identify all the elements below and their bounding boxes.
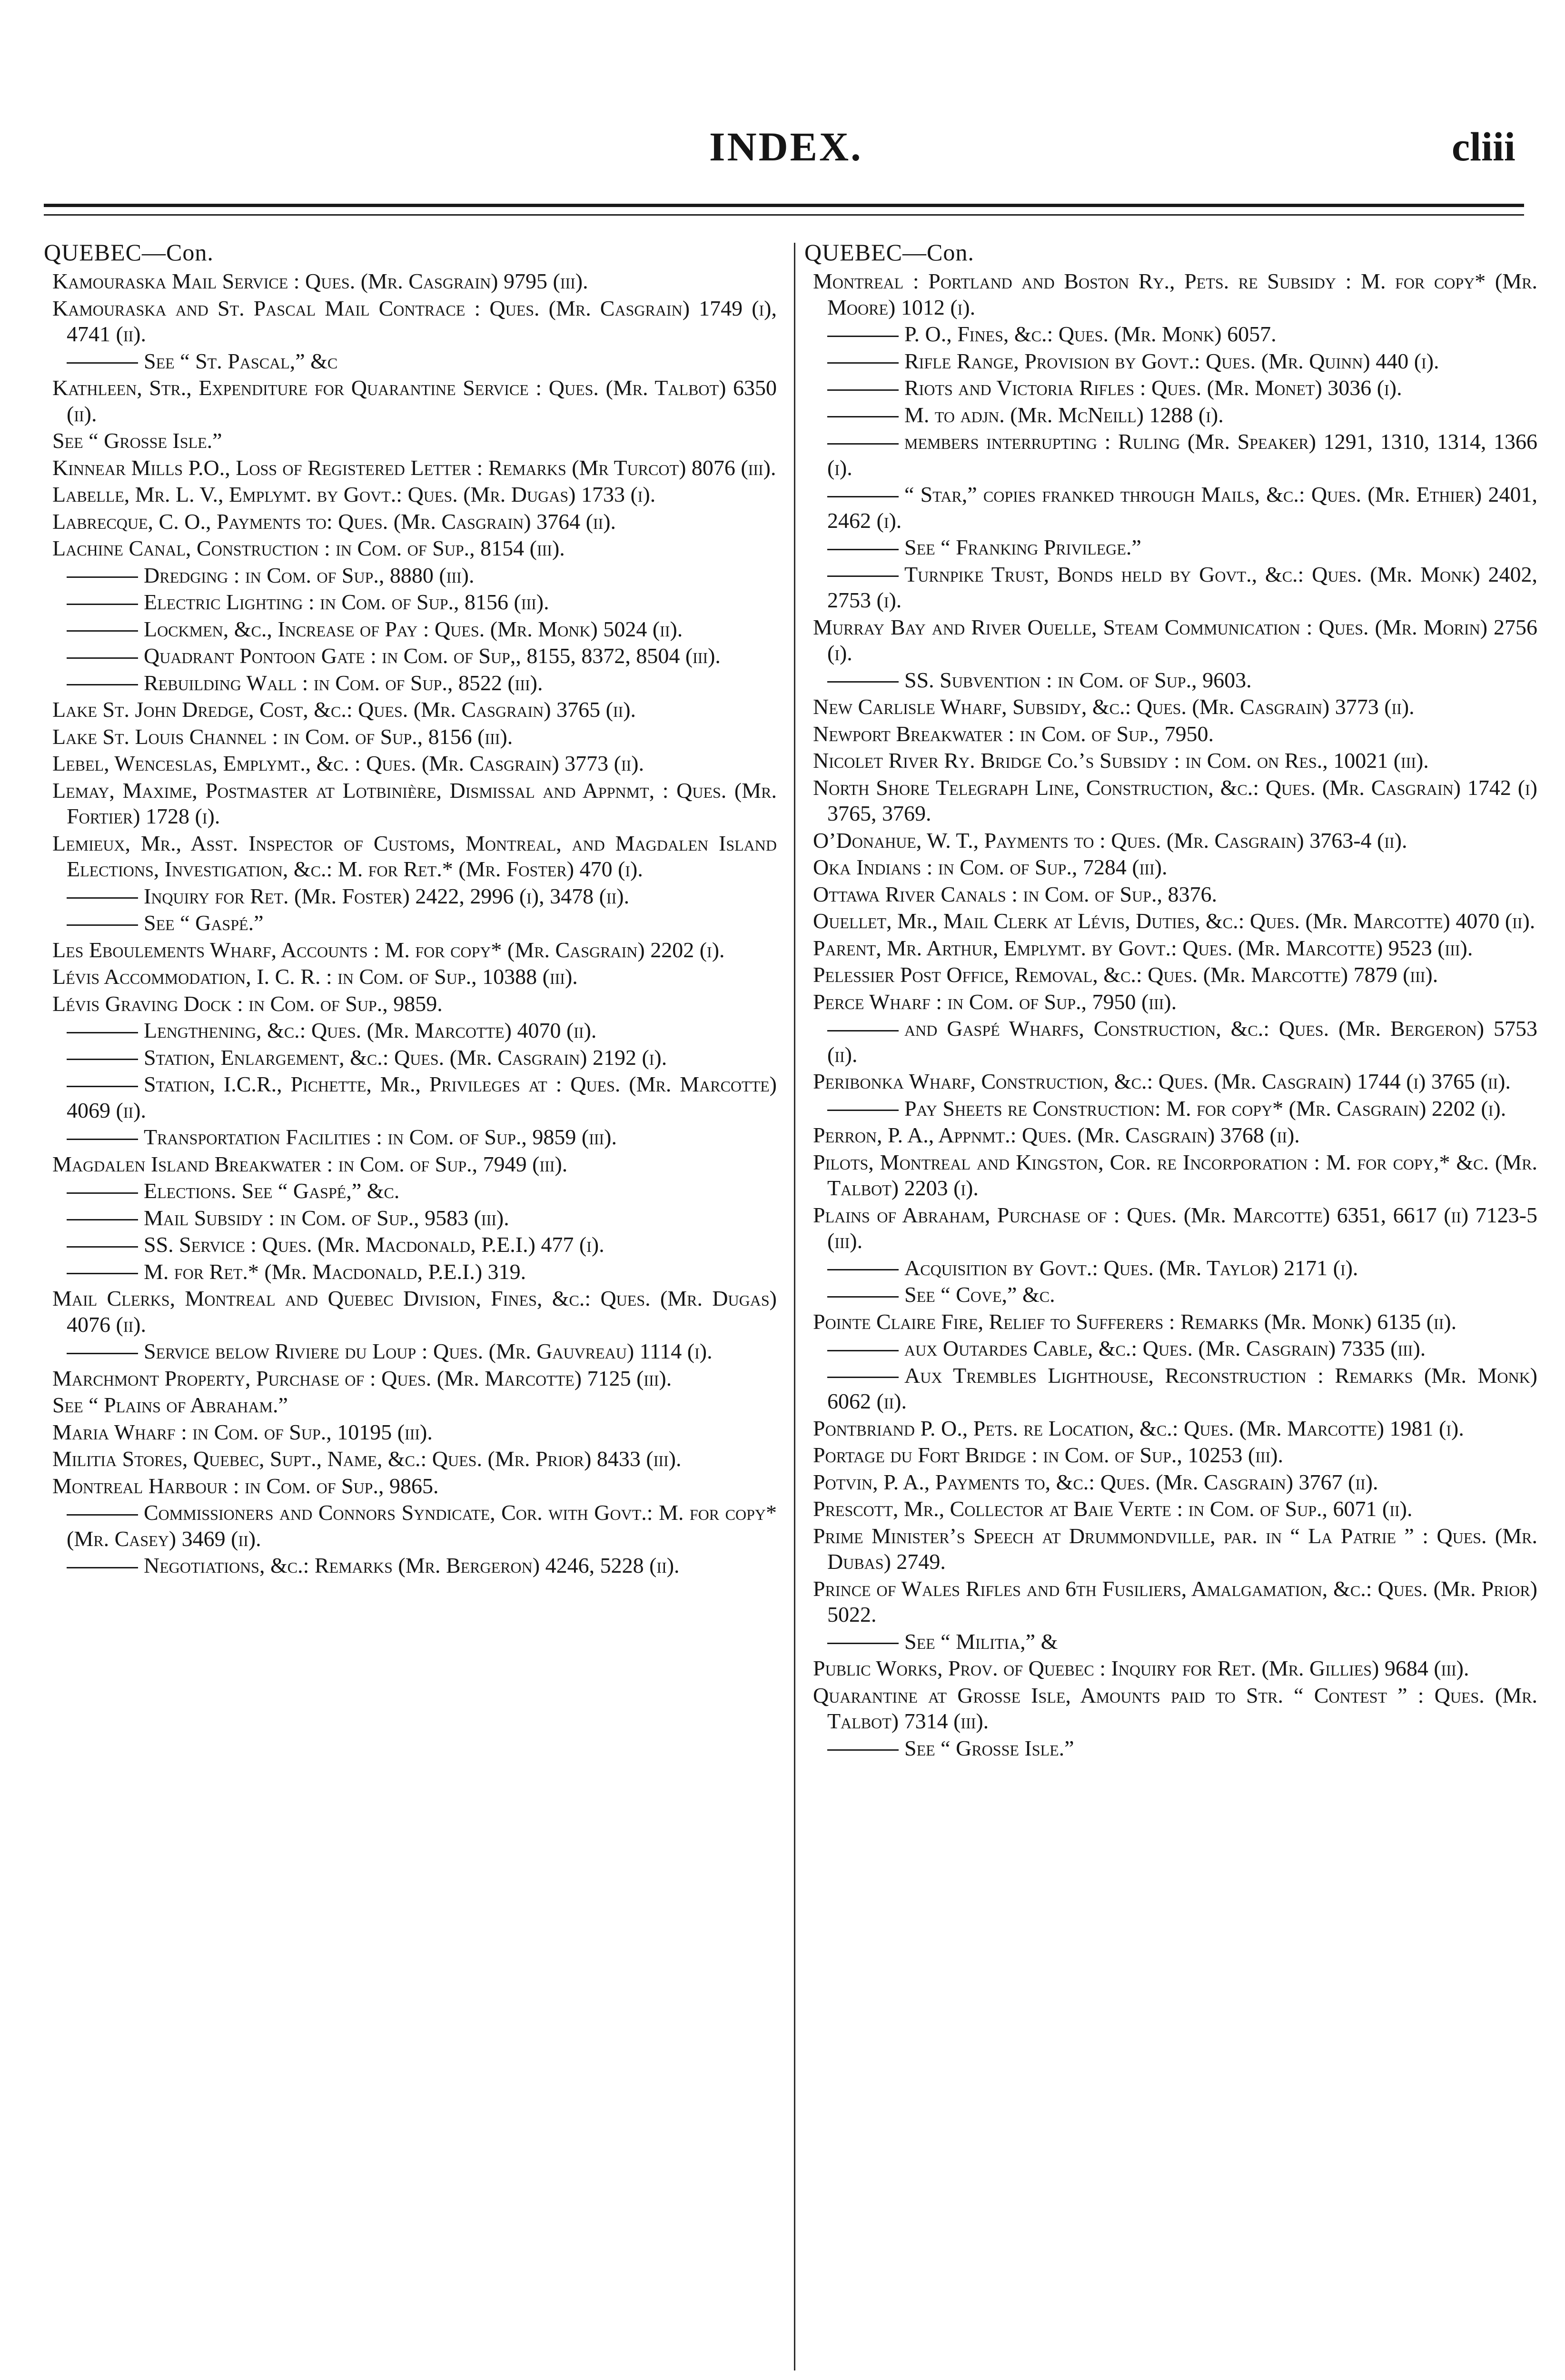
page-number: cliii [1452, 124, 1515, 169]
entry-text: Rifle Range, Provision by Govt.: Ques. (Mr. Quinn) 440 (i). [904, 348, 1439, 373]
continuation-dash [827, 681, 899, 683]
continuation-dash [827, 575, 899, 577]
right-entry-list [804, 268, 1537, 1761]
entry-text: See “ Plains of Abraham.” [52, 1393, 288, 1417]
entry-text: Lake St. Louis Channel : in Com. of Sup., 8156 (iii). [52, 724, 513, 749]
index-entry [804, 1069, 1537, 1095]
index-entry [44, 1286, 777, 1338]
entry-text: aux Outardes Cable, &c.: Ques. (Mr. Casgrain) 7335 (iii). [904, 1336, 1426, 1360]
continuation-dash [67, 1139, 138, 1140]
entry-text: Inquiry for Ret. (Mr. Foster) 2422, 2996 (i), 3478 (ii). [144, 883, 630, 908]
entry-text: Pilots, Montreal and Kingston, Cor. re Incorporation : M. for copy,* &c. (Mr. Talbot) 2203 (i). [813, 1150, 1537, 1200]
index-entry [44, 1071, 777, 1123]
index-entry [804, 1336, 1537, 1362]
index-entry [804, 748, 1537, 774]
index-entry [804, 1656, 1537, 1682]
continuation-dash [827, 496, 899, 497]
continuation-dash [827, 336, 899, 337]
entry-text: Quadrant Pontoon Gate : in Com. of Sup,, 8155, 8372, 8504 (iii). [144, 644, 721, 668]
entry-text: Prime Minister’s Speech at Drummondville, par. in “ La Patrie ” : Ques. (Mr. Dubas) 2749. [813, 1523, 1537, 1574]
entry-text: Ottawa River Canals : in Com. of Sup., 8376. [813, 882, 1217, 906]
index-entry [804, 535, 1537, 561]
index-entry [44, 1500, 777, 1552]
entry-text: Perce Wharf : in Com. of Sup., 7950 (iii). [813, 989, 1177, 1014]
entry-text: Newport Breakwater : in Com. of Sup., 7950. [813, 721, 1214, 746]
continuation-dash [67, 1086, 138, 1087]
entry-text: and Gaspé Wharfs, Construction, &c.: Ques. (Mr. Bergeron) 5753 (ii). [827, 1016, 1537, 1067]
index-entry [804, 1683, 1537, 1735]
entry-text: M. to adjn. (Mr. McNeill) 1288 (i). [904, 402, 1224, 427]
entry-text: Negotiations, &c.: Remarks (Mr. Bergeron) 4246, 5228 (ii). [144, 1553, 680, 1577]
index-entry [44, 643, 777, 669]
index-entry [804, 1309, 1537, 1335]
index-entry [44, 589, 777, 615]
entry-text: Oka Indians : in Com. of Sup., 7284 (iii). [813, 855, 1168, 879]
entry-text: Labelle, Mr. L. V., Emplymt. by Govt.: Ques. (Mr. Dugas) 1733 (i). [52, 482, 656, 506]
index-entry [804, 1735, 1537, 1762]
continuation-dash [827, 1350, 899, 1351]
continuation-dash [827, 1749, 899, 1751]
entry-text: Lake St. John Dredge, Cost, &c.: Ques. (Mr. Casgrain) 3765 (ii). [52, 697, 636, 722]
column-heading: QUEBEC—Con. [44, 239, 214, 266]
continuation-dash [827, 416, 899, 417]
index-entry [44, 1366, 777, 1392]
entry-text: Ouellet, Mr., Mail Clerk at Lévis, Duties, &c.: Ques. (Mr. Marcotte) 4070 (ii). [813, 909, 1535, 933]
entry-text: Riots and Victoria Rifles : Ques. (Mr. Monet) 3036 (i). [904, 376, 1402, 400]
continuation-dash [67, 1219, 138, 1220]
entry-text: members interrupting : Ruling (Mr. Speaker) 1291, 1310, 1314, 1366 (i). [827, 429, 1537, 480]
continuation-dash [827, 1296, 899, 1298]
index-entry [44, 348, 777, 375]
entry-text: Pay Sheets re Construction: M. for copy* (Mr. Casgrain) 2202 (i). [904, 1096, 1506, 1121]
entry-text: Kinnear Mills P.O., Loss of Registered Letter : Remarks (Mr Turcot) 8076 (iii). [52, 455, 776, 480]
index-entry [804, 935, 1537, 962]
entry-text: Militia Stores, Quebec, Supt., Name, &c.: Ques. (Mr. Prior) 8433 (iii). [52, 1447, 682, 1471]
index-entry [44, 697, 777, 723]
index-entry [804, 1629, 1537, 1655]
index-entry [804, 694, 1537, 720]
entry-text: Murray Bay and River Ouelle, Steam Communication : Ques. (Mr. Morin) 2756 (i). [813, 615, 1537, 665]
index-entry [804, 348, 1537, 375]
continuation-dash [827, 1377, 899, 1378]
index-entry [804, 1469, 1537, 1496]
index-entry [44, 509, 777, 535]
index-entry [44, 1259, 777, 1285]
index-entry [804, 962, 1537, 988]
index-entry [804, 1496, 1537, 1522]
continuation-dash [67, 897, 138, 899]
header-rule-thin [44, 214, 1524, 216]
entry-text: Service below Riviere du Loup : Ques. (Mr. Gauvreau) 1114 (i). [144, 1339, 713, 1363]
entry-text: Lemay, Maxime, Postmaster at Lotbinière, Dismissal and Appnmt, : Ques. (Mr. Fortier) 1728 (i). [52, 778, 777, 828]
entry-text: North Shore Telegraph Line, Construction, &c.: Ques. (Mr. Casgrain) 1742 (i) 3765, 3769. [813, 775, 1537, 825]
entry-text: Acquisition by Govt.: Ques. (Mr. Taylor) 2171 (i). [904, 1255, 1358, 1280]
entry-text: See “ Grosse Isle.” [52, 428, 222, 453]
entry-text: Pelessier Post Office, Removal, &c.: Ques. (Mr. Marcotte) 7879 (iii). [813, 962, 1438, 987]
entry-text: Mail Clerks, Montreal and Quebec Division, Fines, &c.: Ques. (Mr. Dugas) 4076 (ii). [52, 1286, 777, 1337]
entry-text: See “ St. Pascal,” &c [144, 348, 338, 373]
entry-text: O’Donahue, W. T., Payments to : Ques. (Mr. Casgrain) 3763-4 (ii). [813, 828, 1407, 853]
continuation-dash [827, 1110, 899, 1111]
index-entry [804, 1202, 1537, 1254]
entry-text: Labrecque, C. O., Payments to: Ques. (Mr. Casgrain) 3764 (ii). [52, 509, 616, 534]
entry-text: Pontbriand P. O., Pets. re Location, &c.: Ques. (Mr. Marcotte) 1981 (i). [813, 1416, 1464, 1440]
index-entry [44, 991, 777, 1017]
entry-text: Kathleen, Str., Expenditure for Quarantine Service : Ques. (Mr. Talbot) 6350 (ii). [52, 376, 777, 426]
index-entry [44, 1124, 777, 1150]
entry-text: Lebel, Wenceslas, Emplymt., &c. : Ques. (Mr. Casgrain) 3773 (ii). [52, 751, 644, 775]
entry-text: Aux Trembles Lighthouse, Reconstruction : Remarks (Mr. Monk) 6062 (ii). [827, 1363, 1537, 1413]
index-entry [44, 616, 777, 643]
left-column [44, 238, 777, 1580]
column-heading: QUEBEC—Con. [804, 239, 974, 266]
continuation-dash [827, 1643, 899, 1644]
index-entry [44, 831, 777, 883]
continuation-dash [67, 1567, 138, 1568]
index-entry [804, 1150, 1537, 1201]
index-entry [44, 1339, 777, 1365]
continuation-dash [67, 1059, 138, 1060]
continuation-dash [827, 443, 899, 445]
entry-text: Lévis Accommodation, I. C. R. : in Com. of Sup., 10388 (iii). [52, 964, 578, 989]
entry-text: Public Works, Prov. of Quebec : Inquiry for Ret. (Mr. Gillies) 9684 (iii). [813, 1656, 1469, 1680]
continuation-dash [827, 1030, 899, 1031]
index-entry [804, 1576, 1537, 1628]
index-entry [804, 1282, 1537, 1308]
index-entry [44, 1205, 777, 1231]
index-entry [804, 854, 1537, 881]
entry-text: M. for Ret.* (Mr. Macdonald, P.E.I.) 319. [144, 1259, 526, 1284]
entry-text: Station, I.C.R., Pichette, Mr., Privileges at : Ques. (Mr. Marcotte) 4069 (ii). [67, 1072, 777, 1122]
continuation-dash [67, 576, 138, 578]
index-entry [44, 375, 777, 427]
continuation-dash [827, 549, 899, 550]
entry-text: Parent, Mr. Arthur, Emplymt. by Govt.: Ques. (Mr. Marcotte) 9523 (iii). [813, 935, 1473, 960]
index-entry [44, 1045, 777, 1071]
entry-text: Kamouraska Mail Service : Ques. (Mr. Casgrain) 9795 (iii). [52, 269, 588, 293]
entry-text: Lockmen, &c., Increase of Pay : Ques. (Mr. Monk) 5024 (ii). [144, 616, 683, 641]
entry-text: New Carlisle Wharf, Subsidy, &c.: Ques. (Mr. Casgrain) 3773 (ii). [813, 694, 1415, 719]
index-entry [804, 721, 1537, 747]
index-entry [44, 1232, 777, 1258]
index-entry [44, 536, 777, 562]
index-entry [44, 268, 777, 295]
continuation-dash [67, 657, 138, 659]
entry-text: Magdalen Island Breakwater : in Com. of Sup., 7949 (iii). [52, 1151, 568, 1176]
continuation-dash [67, 604, 138, 605]
index-entry [804, 775, 1537, 827]
entry-text: See “ Gaspé.” [144, 911, 264, 935]
entry-text: Rebuilding Wall : in Com. of Sup., 8522 (iii). [144, 670, 543, 695]
entry-text: Lengthening, &c.: Ques. (Mr. Marcotte) 4070 (ii). [144, 1018, 597, 1042]
entry-text: Lachine Canal, Construction : in Com. of Sup., 8154 (iii). [52, 536, 565, 560]
index-entry [804, 882, 1537, 908]
index-entry [44, 563, 777, 589]
index-entry [44, 1419, 777, 1446]
index-entry [804, 1363, 1537, 1415]
index-entry [804, 1016, 1537, 1068]
entry-text: Montreal : Portland and Boston Ry., Pets. re Subsidy : M. for copy* (Mr. Moore) 1012 (i). [813, 269, 1537, 319]
continuation-dash [67, 1032, 138, 1033]
entry-text: Prescott, Mr., Collector at Baie Verte : in Com. of Sup., 6071 (ii). [813, 1497, 1413, 1521]
continuation-dash [67, 1514, 138, 1516]
continuation-dash [827, 1269, 899, 1270]
continuation-dash [67, 1192, 138, 1194]
index-entry [44, 751, 777, 777]
continuation-dash [67, 630, 138, 632]
continuation-dash [67, 684, 138, 685]
index-entry [804, 908, 1537, 934]
index-entry [804, 828, 1537, 854]
entry-text: Peribonka Wharf, Construction, &c.: Ques. (Mr. Casgrain) 1744 (i) 3765 (ii). [813, 1069, 1511, 1093]
index-entry [44, 1018, 777, 1044]
entry-text: Quarantine at Grosse Isle, Amounts paid to Str. “ Contest ” : Ques. (Mr. Talbot) 7314 (iii). [813, 1683, 1537, 1733]
index-entry [44, 937, 777, 963]
index-entry [804, 1523, 1537, 1575]
continuation-dash [67, 1246, 138, 1248]
entry-text: “ Star,” copies franked through Mails, &c.: Ques. (Mr. Ethier) 2401, 2462 (i). [827, 482, 1537, 533]
index-entry [804, 615, 1537, 666]
index-entry [44, 1553, 777, 1579]
entry-text: Electric Lighting : in Com. of Sup., 8156 (iii). [144, 590, 549, 614]
entry-text: SS. Service : Ques. (Mr. Macdonald, P.E.I.) 477 (i). [144, 1232, 604, 1257]
index-entry [44, 883, 777, 910]
entry-text: Nicolet River Ry. Bridge Co.’s Subsidy : in Com. on Res., 10021 (iii). [813, 748, 1429, 773]
header-rule-thick [44, 204, 1524, 207]
entry-text: Perron, P. A., Appnmt.: Ques. (Mr. Casgrain) 3768 (ii). [813, 1123, 1300, 1147]
index-entry [804, 667, 1537, 694]
index-entry [804, 268, 1537, 320]
index-entry [804, 429, 1537, 481]
index-entry [44, 724, 777, 750]
index-entry [44, 1178, 777, 1204]
index-entry [804, 1416, 1537, 1442]
index-entry [44, 910, 777, 936]
entry-text: Potvin, P. A., Payments to, &c.: Ques. (Mr. Casgrain) 3767 (ii). [813, 1469, 1378, 1494]
index-entry [804, 402, 1537, 428]
index-entry [804, 482, 1537, 534]
entry-text: Station, Enlargement, &c.: Ques. (Mr. Casgrain) 2192 (i). [144, 1045, 667, 1070]
entry-text: Maria Wharf : in Com. of Sup., 10195 (iii). [52, 1419, 433, 1444]
right-column [804, 238, 1537, 1762]
entry-text: Lemieux, Mr., Asst. Inspector of Customs, Montreal, and Magdalen Island Elections, Investigation, &c.: M. for Ret.* (Mr. Foster) 470 (i). [52, 831, 777, 881]
index-entry [44, 778, 777, 830]
index-entry [44, 1392, 777, 1418]
continuation-dash [67, 1273, 138, 1274]
index-entry [44, 1473, 777, 1499]
index-entry [804, 989, 1537, 1015]
entry-text: See “ Cove,” &c. [904, 1282, 1055, 1307]
index-entry [804, 562, 1537, 614]
index-entry [44, 670, 777, 696]
index-entry [804, 321, 1537, 347]
index-entry [44, 482, 777, 508]
entry-text: Les Eboulements Wharf, Accounts : M. for copy* (Mr. Casgrain) 2202 (i). [52, 937, 725, 962]
page-header [0, 0, 1565, 171]
entry-text: Transportation Facilities : in Com. of Sup., 9859 (iii). [144, 1125, 617, 1149]
entry-text: Marchmont Property, Purchase of : Ques. (Mr. Marcotte) 7125 (iii). [52, 1366, 672, 1390]
continuation-dash [67, 1353, 138, 1354]
index-entry [44, 428, 777, 454]
index-entry [804, 1442, 1537, 1468]
index-entry [44, 296, 777, 347]
index-entry [44, 964, 777, 990]
index-entry [804, 1096, 1537, 1122]
index-entry [44, 1151, 777, 1178]
entry-text: Commissioners and Connors Syndicate, Cor. with Govt.: M. for copy* (Mr. Casey) 3469 (ii). [67, 1500, 777, 1551]
column-divider [794, 243, 795, 2370]
entry-text: P. O., Fines, &c.: Ques. (Mr. Monk) 6057. [904, 322, 1277, 346]
entry-text: Pointe Claire Fire, Relief to Sufferers : Remarks (Mr. Monk) 6135 (ii). [813, 1309, 1457, 1334]
continuation-dash [827, 362, 899, 364]
entry-text: See “ Grosse Isle.” [904, 1735, 1074, 1760]
entry-text: See “ Militia,” & [904, 1629, 1058, 1654]
left-entry-list [44, 268, 777, 1579]
entry-text: Portage du Fort Bridge : in Com. of Sup., 10253 (iii). [813, 1443, 1283, 1467]
page-title: INDEX. [709, 124, 863, 169]
entry-text: Plains of Abraham, Purchase of : Ques. (Mr. Marcotte) 6351, 6617 (ii) 7123-5 (iii). [813, 1202, 1537, 1253]
index-entry [804, 1255, 1537, 1281]
index-entry [804, 375, 1537, 401]
continuation-dash [67, 362, 138, 364]
index-entry [804, 1122, 1537, 1149]
index-entry [44, 1446, 777, 1472]
entry-text: Montreal Harbour : in Com. of Sup., 9865. [52, 1473, 439, 1498]
entry-text: See “ Franking Privilege.” [904, 535, 1141, 559]
index-entry [44, 455, 777, 481]
continuation-dash [67, 924, 138, 926]
continuation-dash [827, 389, 899, 391]
entry-text: Dredging : in Com. of Sup., 8880 (iii). [144, 563, 475, 587]
entry-text: Mail Subsidy : in Com. of Sup., 9583 (iii). [144, 1205, 509, 1230]
entry-text: SS. Subvention : in Com. of Sup., 9603. [904, 667, 1252, 692]
entry-text: Prince of Wales Rifles and 6th Fusiliers, Amalgamation, &c.: Ques. (Mr. Prior) 5022. [813, 1576, 1537, 1626]
entry-text: Elections. See “ Gaspé,” &c. [144, 1179, 400, 1203]
entry-text: Kamouraska and St. Pascal Mail Contrace : Ques. (Mr. Casgrain) 1749 (i), 4741 (ii). [52, 296, 777, 346]
entry-text: Turnpike Trust, Bonds held by Govt., &c.: Ques. (Mr. Monk) 2402, 2753 (i). [827, 562, 1537, 612]
entry-text: Lévis Graving Dock : in Com. of Sup., 9859. [52, 991, 443, 1016]
